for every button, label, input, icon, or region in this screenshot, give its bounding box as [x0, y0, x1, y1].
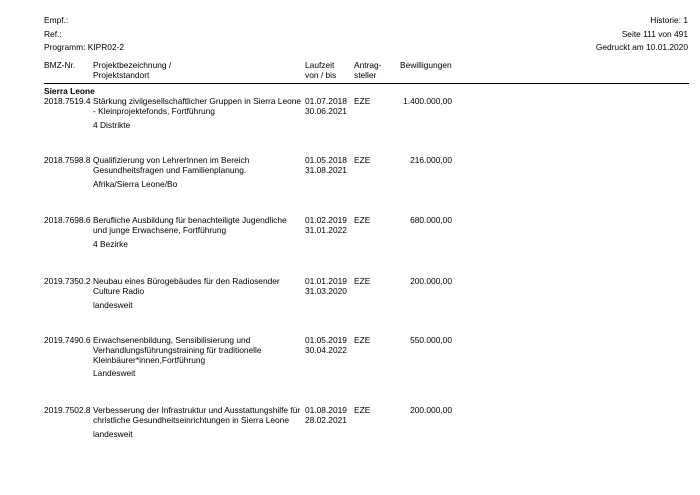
date-from: 01.01.2019: [305, 276, 347, 286]
applicant: EZE: [354, 276, 371, 286]
project-title-line: Stärkung zivilgesellschaftlicher Gruppen in Sierra Leone: [93, 96, 302, 106]
applicant: EZE: [354, 155, 371, 165]
project-location: Landesweit: [93, 368, 136, 378]
print-date: Gedruckt am 10.01.2020: [595, 42, 688, 52]
table-row: [0, 215, 700, 275]
applicant: EZE: [354, 96, 371, 106]
col-laufzeit-2: von / bis: [305, 70, 337, 80]
amount: 1.400.000,00: [403, 96, 452, 106]
date-from: 01.07.2018: [305, 96, 347, 106]
col-antrag-1: Antrag-: [354, 60, 382, 70]
col-bewilligungen: Bewilligungen: [400, 60, 452, 70]
project-title-line: und junge Erwachsene, Fortführung: [93, 225, 227, 235]
bmz-number: 2018.7598.8: [44, 155, 91, 165]
program-label: Programm: KIPR02-2: [44, 42, 125, 52]
date-from: 01.05.2018: [305, 155, 347, 165]
page-number: Seite 111 von 491: [621, 29, 688, 39]
project-title-line: Verhandlungsführungstraining für traditionelle: [93, 345, 262, 355]
header-divider: [44, 83, 689, 84]
applicant: EZE: [354, 335, 371, 345]
bmz-number: 2018.7519.4: [44, 96, 91, 106]
date-from: 01.08.2019: [305, 405, 347, 415]
col-laufzeit-1: Laufzeit: [305, 60, 335, 70]
reference-label: Ref.:: [44, 29, 62, 39]
col-antrag-2: steller: [354, 70, 377, 80]
date-to: 31.01.2022: [305, 225, 347, 235]
applicant: EZE: [354, 215, 371, 225]
project-title-line: Erwachsenenbildung, Sensibilisierung und: [93, 335, 251, 345]
date-to: 30.04.2022: [305, 345, 347, 355]
date-from: 01.05.2019: [305, 335, 347, 345]
table-row: [0, 96, 700, 156]
project-title-line: Qualifizierung von LehrerInnen im Bereich: [93, 155, 250, 165]
project-title-line: christliche Gesundheitseinrichtungen in Sierra Leone: [93, 415, 289, 425]
col-projekt-2: Projektstandort: [93, 70, 150, 80]
amount: 216.000,00: [410, 155, 452, 165]
bmz-number: 2019.7502.8: [44, 405, 91, 415]
project-title-line: Berufliche Ausbildung für benachteiligte Jugendliche: [93, 215, 287, 225]
section-title: Sierra Leone: [44, 86, 95, 96]
bmz-number: 2019.7490.6: [44, 335, 91, 345]
table-row: [0, 276, 700, 336]
project-location: 4 Bezirke: [93, 239, 128, 249]
applicant: EZE: [354, 405, 371, 415]
col-projekt-1: Projektbezeichnung /: [93, 60, 172, 70]
project-title-line: Verbesserung der Infrastruktur und Ausstattungshilfe für: [93, 405, 301, 415]
date-to: 28.02.2021: [305, 415, 347, 425]
col-bmz: BMZ-Nr.: [44, 60, 76, 70]
project-location: landesweit: [93, 300, 133, 310]
recipient-label: Empf.:: [44, 15, 69, 25]
amount: 680.000,00: [410, 215, 452, 225]
date-from: 01.02.2019: [305, 215, 347, 225]
project-title-line: Kleinbäurer*innen,Fortführung: [93, 355, 206, 365]
project-title-line: - Kleinprojektefonds, Fortführung: [93, 106, 215, 116]
history-label: Historie: 1: [650, 15, 688, 25]
project-title-line: Culture Radio: [93, 286, 145, 296]
project-location: landesweit: [93, 429, 133, 439]
project-location: Afrika/Sierra Leone/Bo: [93, 179, 178, 189]
project-location: 4 Distrikte: [93, 120, 131, 130]
date-to: 31.03.2020: [305, 286, 347, 296]
table-row: [0, 405, 700, 465]
date-to: 30.06.2021: [305, 106, 347, 116]
amount: 550.000,00: [410, 335, 452, 345]
bmz-number: 2018.7698.6: [44, 215, 91, 225]
project-title-line: Gesundheitsfragen und Familienplanung.: [93, 165, 247, 175]
table-row: [0, 155, 700, 215]
table-row: [0, 335, 700, 395]
project-title-line: Neubau eines Bürogebäudes für den Radiosender: [93, 276, 280, 286]
date-to: 31.08.2021: [305, 165, 347, 175]
amount: 200.000,00: [410, 276, 452, 286]
amount: 200.000,00: [410, 405, 452, 415]
bmz-number: 2019.7350.2: [44, 276, 91, 286]
